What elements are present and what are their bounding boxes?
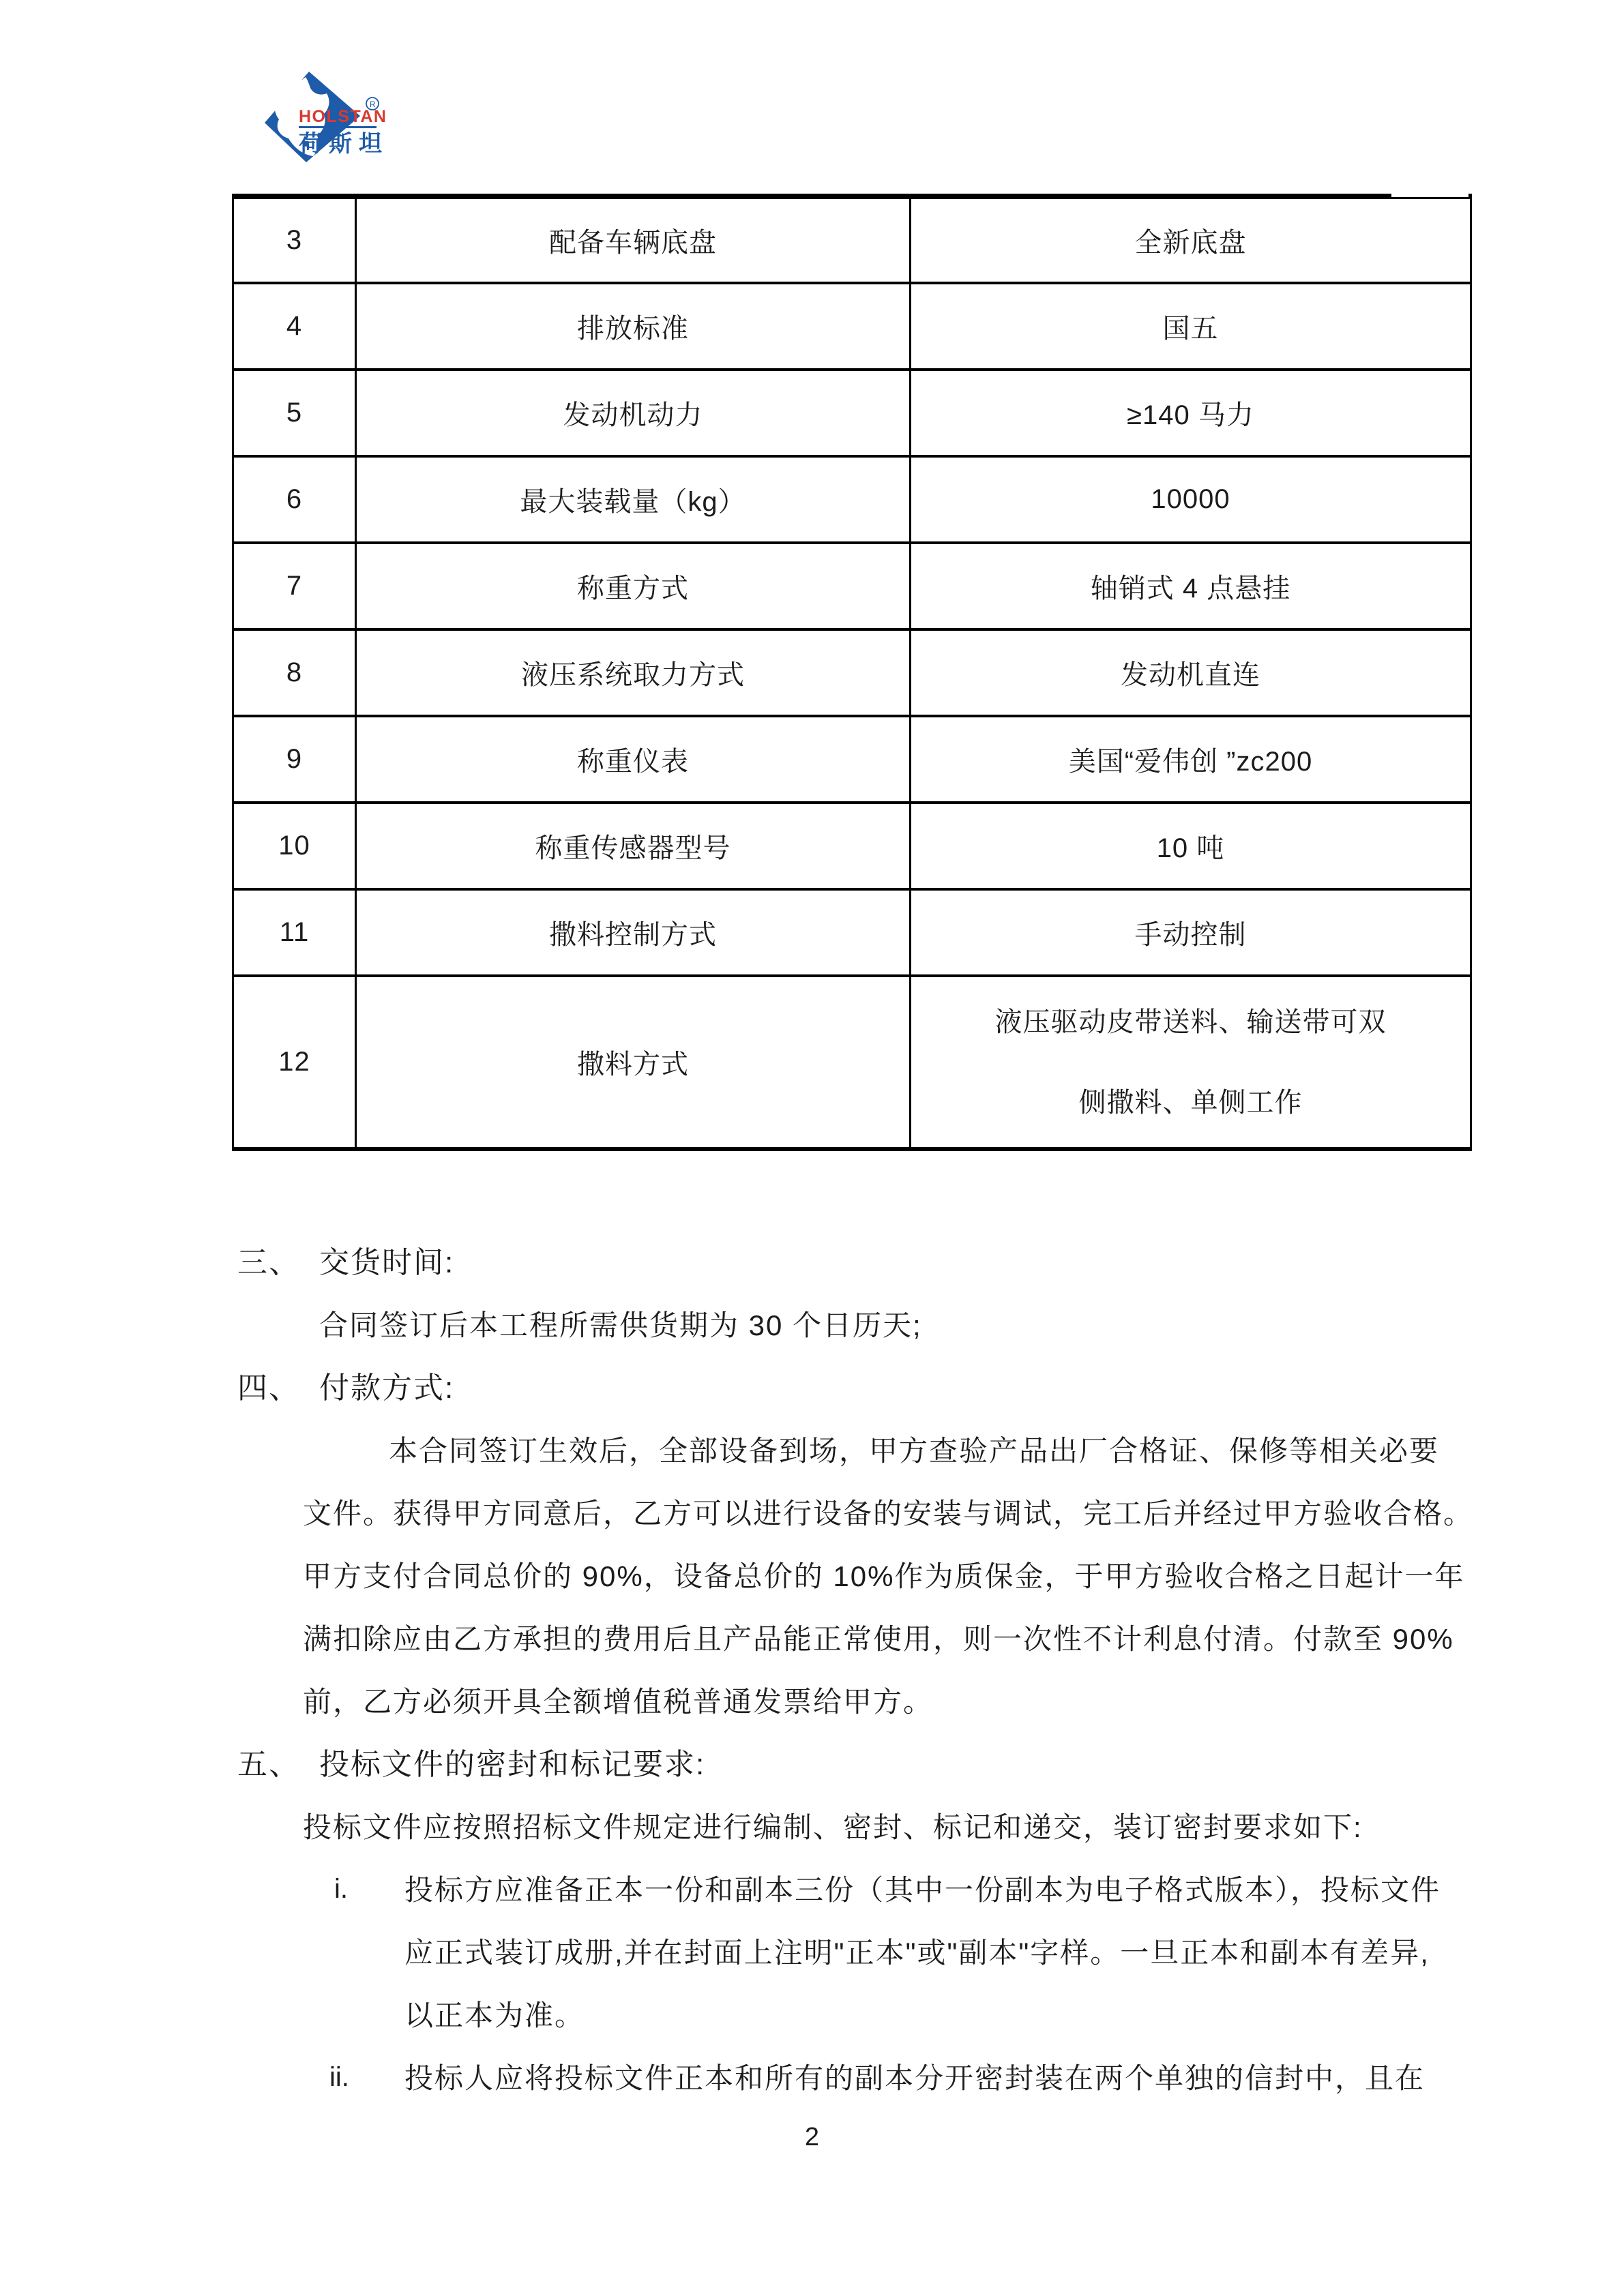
table-row <box>233 456 1471 543</box>
sealing-item-line: 投标方应准备正本一份和副本三份（其中一份副本为电子格式版本），投标文件 <box>404 1874 1441 1906</box>
section-marker: 五、 <box>237 1748 300 1781</box>
payment-line: 满扣除应由乙方承担的费用后且产品能正常使用，则一次性不计利息付清。付款至 90% <box>303 1623 1454 1655</box>
row-value-cell: 全新底盘 <box>911 196 1471 283</box>
brand-cn-text: 荷斯坦 <box>299 131 385 157</box>
section-heading-sealing <box>237 1744 705 1785</box>
payment-line: 本合同签订生效后，全部设备到场，甲方查验产品出厂合格证、保修等相关必要 <box>389 1435 1440 1467</box>
sealing-item-line: 投标人应将投标文件正本和所有的副本分开密封装在两个单独的信封中，且在 <box>404 2062 1426 2094</box>
table-row <box>233 716 1471 803</box>
payment-line: 文件。获得甲方同意后，乙方可以进行设备的安装与调试，完工后并经过甲方验收合格。 <box>303 1497 1474 1530</box>
section-marker: 四、 <box>237 1371 300 1405</box>
row-number-cell: 9 <box>233 716 356 803</box>
row-number-cell: 10 <box>233 803 356 889</box>
table-row <box>233 370 1471 456</box>
section-heading-delivery <box>237 1242 454 1283</box>
row-number-cell: 8 <box>233 629 356 716</box>
value-line: 液压驱动皮带送料、输送带可双 <box>994 1007 1387 1037</box>
row-number-cell: 7 <box>233 543 356 629</box>
list-marker-i: i. <box>334 1874 348 1904</box>
section-title: 付款方式: <box>319 1371 455 1405</box>
row-value-cell: 10000 <box>911 456 1471 543</box>
payment-line: 甲方支付合同总价的 90%，设备总价的 10%作为质保金，于甲方验收合格之日起计一年 <box>303 1560 1465 1592</box>
row-value-cell: 轴销式 4 点悬挂 <box>911 543 1471 629</box>
row-label-cell: 排放标准 <box>356 283 911 370</box>
section-title: 投标文件的密封和标记要求: <box>319 1748 706 1781</box>
table-row <box>233 803 1471 889</box>
row-label-cell: 配备车辆底盘 <box>356 196 911 283</box>
value-line: 侧撒料、单侧工作 <box>1078 1087 1303 1118</box>
row-number-cell: 12 <box>233 976 356 1149</box>
row-value-cell: ≥140 马力 <box>911 370 1471 456</box>
table-top-rule-thin-segment <box>1391 194 1468 197</box>
table-row <box>233 543 1471 629</box>
svg-text:R: R <box>370 100 376 109</box>
row-label-cell: 称重方式 <box>356 543 911 629</box>
table-row <box>233 283 1471 370</box>
row-value-cell: 美国“爱伟创 ”zc200 <box>911 716 1471 803</box>
row-label-cell: 最大装载量（kg） <box>356 456 911 543</box>
row-number-cell: 5 <box>233 370 356 456</box>
row-label-cell: 称重传感器型号 <box>356 803 911 889</box>
cow-diamond-icon <box>235 65 385 179</box>
row-number-cell: 3 <box>233 196 356 283</box>
row-label-cell: 发动机动力 <box>356 370 911 456</box>
row-value-cell <box>911 976 1471 1149</box>
payment-line: 前，乙方必须开具全额增值税普通发票给甲方。 <box>303 1686 934 1718</box>
row-number-cell: 4 <box>233 283 356 370</box>
row-number-cell: 6 <box>233 456 356 543</box>
delivery-body-line: 合同签订后本工程所需供货期为 30 个日历天; <box>319 1309 922 1341</box>
page-number: 2 <box>804 2123 820 2151</box>
row-label-cell: 称重仪表 <box>356 716 911 803</box>
sealing-item-line: 应正式装订成册,并在封面上注明"正本"或"副本"字样。一旦正本和副本有差异, <box>404 1937 1430 1969</box>
row-value-cell: 10 吨 <box>911 803 1471 889</box>
brand-text: HOLSTAN <box>299 107 385 126</box>
section-heading-payment <box>237 1368 454 1409</box>
section-title: 交货时间: <box>319 1246 455 1279</box>
row-number-cell: 11 <box>233 889 356 976</box>
section-marker: 三、 <box>237 1246 300 1279</box>
row-label-cell: 撒料方式 <box>356 976 911 1149</box>
spec-table <box>232 194 1472 1151</box>
holstan-logo <box>235 65 385 179</box>
row-label-cell: 液压系统取力方式 <box>356 629 911 716</box>
sealing-intro-line: 投标文件应按照招标文件规定进行编制、密封、标记和递交，装订密封要求如下: <box>303 1811 1363 1843</box>
row-value-cell: 发动机直连 <box>911 629 1471 716</box>
table-row <box>233 889 1471 976</box>
row-label-cell: 撒料控制方式 <box>356 889 911 976</box>
table-row <box>233 629 1471 716</box>
table-row <box>233 976 1471 1149</box>
sealing-item-line: 以正本为准。 <box>404 1999 585 2031</box>
row-value-cell: 手动控制 <box>911 889 1471 976</box>
row-value-cell: 国五 <box>911 283 1471 370</box>
list-marker-ii: ii. <box>329 2062 349 2092</box>
table-row <box>233 196 1471 283</box>
